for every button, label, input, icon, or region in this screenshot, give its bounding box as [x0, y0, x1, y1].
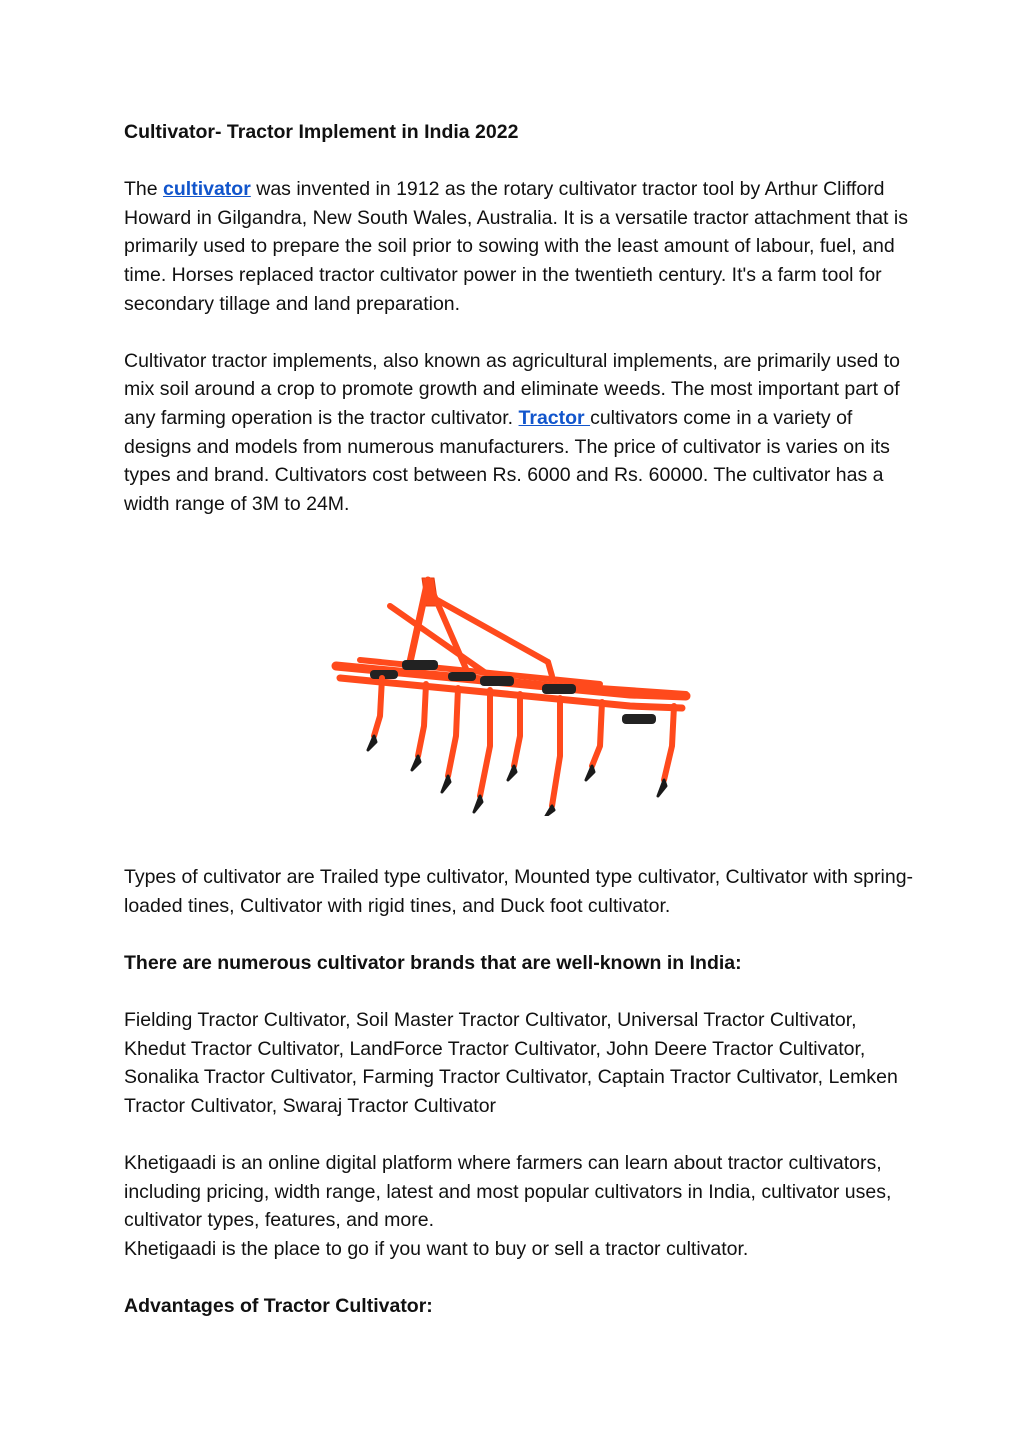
cultivator-illustration: [330, 566, 694, 816]
paragraph-intro: [124, 175, 914, 318]
tractor-link[interactable]: Tractor: [518, 406, 591, 429]
intro-rest: was invented in 1912 as the rotary cultivator tractor tool by Arthur Clifford Howard in Gilgandra, New South Wales, Australia. It is a versatile tractor attachment that is primarily used to prepare the soil prior to sowing with the least amount of labour, fuel, and time. Horses replaced tractor cultivator power in the twentieth century. It's a farm tool for secondary tillage and land preparation.: [124, 178, 908, 315]
paragraph-khetigaadi-buy-sell: Khetigaadi is the place to go if you want to buy or sell a tractor cultivator.: [124, 1237, 749, 1260]
paragraph-implements: [124, 347, 914, 519]
paragraph-khetigaadi: Khetigaadi is an online digital platform where farmers can learn about tractor cultivators, including pricing, width range, latest and most popular cultivators in India, cultivator uses, cultivator types, features, and more.: [124, 1151, 892, 1232]
document-body-continued: [124, 863, 914, 1349]
intro-prefix: The: [124, 178, 164, 201]
implements-after: cultivators come in a variety of designs and models from numerous manufacturers. The price of cultivator is varies on its types and brand. Cultivators cost between Rs. 6000 and Rs. 60000. The cultivator has a width range of 3M to 24M.: [124, 406, 890, 515]
paragraph-types: Types of cultivator are Trailed type cultivator, Mounted type cultivator, Cultivator with spring-loaded tines, Cultivator with rigid tines, and Duck foot cultivator.: [124, 866, 914, 917]
document-title: Cultivator- Tractor Implement in India 2022: [124, 121, 519, 143]
document-body: [124, 118, 914, 547]
cultivator-link[interactable]: cultivator: [163, 178, 251, 201]
heading-advantages: Advantages of Tractor Cultivator:: [124, 1294, 433, 1317]
cultivator-image: [330, 566, 694, 816]
implements-before: Cultivator tractor implements, also known as agricultural implements, are primarily used to mix soil around a crop to promote growth and eliminate weeds. The most important part of any farming operation is the tractor cultivator.: [124, 349, 900, 429]
heading-brands: There are numerous cultivator brands that are well-known in India:: [124, 951, 742, 974]
paragraph-brands: Fielding Tractor Cultivator, Soil Master Tractor Cultivator, Universal Tractor Cultivator, Khedut Tractor Cultivator, LandForce Tractor Cultivator, John Deere Tractor Cultivator, Sonalika Tractor Cultivator, Farming Tractor Cultivator, Captain Tractor Cultivator, Lemken Tractor Cultivator, Swaraj Tractor Cultivator: [124, 1008, 898, 1117]
